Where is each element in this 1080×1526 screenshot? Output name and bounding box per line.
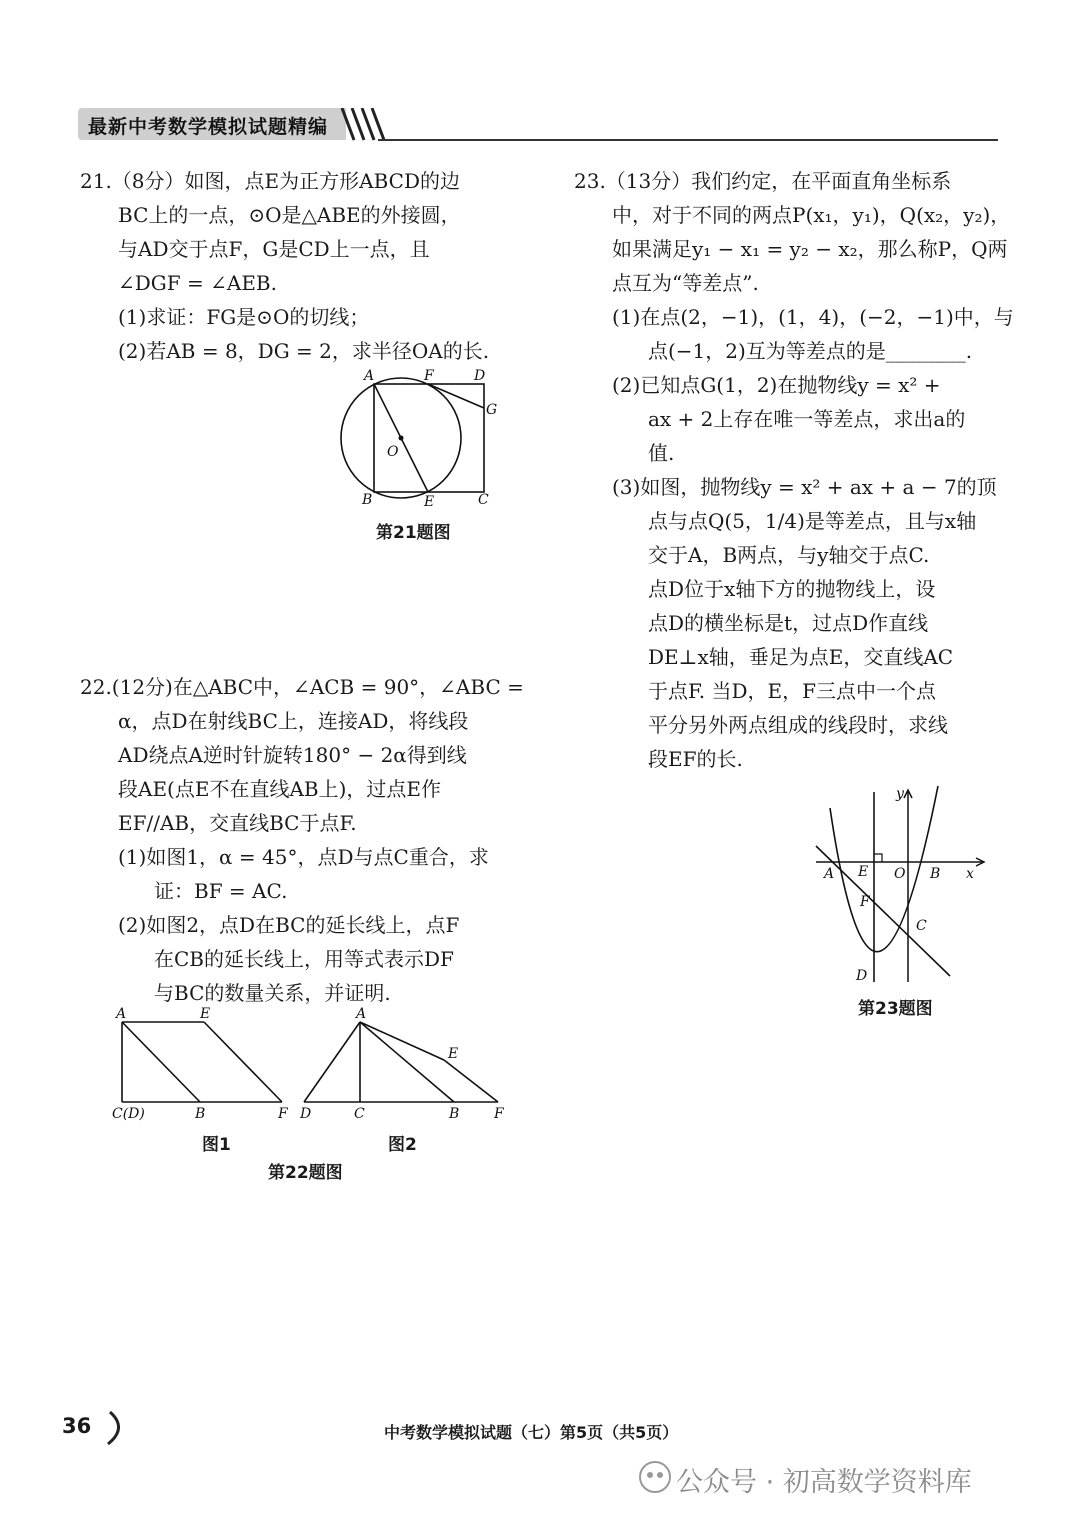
fig1-label-e: E bbox=[200, 1006, 211, 1022]
question-21 bbox=[80, 164, 520, 368]
q23-line: 点D位于x轴下方的抛物线上，设 bbox=[648, 577, 936, 601]
fig1-label-b: B bbox=[195, 1106, 206, 1122]
q23-caption: 第23题图 bbox=[858, 999, 933, 1019]
q21-label-a: A bbox=[364, 368, 375, 384]
q22-line: 与BC的数量关系，并证明. bbox=[154, 981, 391, 1005]
q23-figure bbox=[812, 786, 992, 986]
fig2-label-b: B bbox=[449, 1106, 460, 1122]
q21-label-e: E bbox=[424, 494, 435, 510]
q23-line: 点互为“等差点”. bbox=[612, 271, 759, 295]
header-title: 最新中考数学模拟试题精编 bbox=[88, 116, 329, 138]
q23-label-y: y bbox=[896, 786, 904, 802]
q22-line: (1)如图1，α = 45°，点D与点C重合，求 bbox=[118, 845, 489, 869]
q23-line: (3)如图，抛物线y = x² + ax + a − 7的顶 bbox=[612, 475, 997, 499]
q22-fig2-caption: 图2 bbox=[388, 1135, 417, 1155]
q23-line: 点(−1，2)互为等差点的是________. bbox=[648, 339, 973, 363]
q22-line: (2)如图2，点D在BC的延长线上，点F bbox=[118, 913, 460, 937]
q23-line: DE⊥x轴，垂足为点E，交直线AC bbox=[648, 645, 954, 669]
fig2-label-a: A bbox=[356, 1006, 367, 1022]
q23-label-a: A bbox=[824, 866, 835, 882]
q22-line: α，点D在射线BC上，连接AD，将线段 bbox=[118, 709, 469, 733]
q22-caption: 第22题图 bbox=[268, 1163, 343, 1183]
q21-label-b: B bbox=[362, 492, 373, 508]
fig2-label-f: F bbox=[494, 1106, 504, 1122]
fig2-label-d: D bbox=[300, 1106, 312, 1122]
q23-line: 于点F. 当D，E，F三点中一个点 bbox=[648, 679, 936, 703]
q23-label-f: F bbox=[860, 894, 870, 910]
fig1-label-f: F bbox=[278, 1106, 288, 1122]
wechat-icon bbox=[638, 1460, 672, 1494]
watermark: 公众号 · 初高数学资料库 bbox=[676, 1467, 972, 1498]
q21-line: BC上的一点，⊙O是△ABE的外接圆， bbox=[118, 203, 461, 227]
q21-line: 21.（8分）如图，点E为正方形ABCD的边 bbox=[80, 169, 460, 193]
fig1-label-cd: C(D) bbox=[112, 1106, 145, 1122]
q21-label-o: O bbox=[387, 444, 399, 460]
page-number: 36 bbox=[62, 1414, 92, 1438]
q23-line: 段EF的长. bbox=[648, 747, 743, 771]
q23-label-o: O bbox=[894, 866, 906, 882]
q21-label-g: G bbox=[486, 402, 498, 418]
q23-label-b: B bbox=[930, 866, 941, 882]
q23-label-d: D bbox=[856, 968, 868, 984]
q21-figure bbox=[330, 362, 510, 514]
q21-caption: 第21题图 bbox=[376, 523, 451, 543]
fig2-label-e: E bbox=[448, 1046, 459, 1062]
q22-line: 段AE(点E不在直线AB上)，过点E作 bbox=[118, 777, 441, 801]
q22-line: 在CB的延长线上，用等式表示DF bbox=[154, 947, 454, 971]
q21-label-f: F bbox=[424, 368, 434, 384]
q23-label-x: x bbox=[966, 866, 974, 882]
q21-line: (1)求证：FG是⊙O的切线； bbox=[118, 305, 370, 329]
q23-line: 23.（13分）我们约定，在平面直角坐标系 bbox=[574, 169, 952, 193]
question-23 bbox=[574, 164, 1014, 776]
q23-line: (2)已知点G(1，2)在抛物线y = x² + bbox=[612, 373, 941, 397]
question-22 bbox=[80, 670, 530, 1010]
q22-line: 证：BF = AC. bbox=[154, 879, 288, 903]
q23-label-c: C bbox=[916, 918, 927, 934]
q22-fig1-caption: 图1 bbox=[202, 1135, 231, 1155]
header-stripes bbox=[340, 108, 420, 142]
q23-line: 点D的横坐标是t，过点D作直线 bbox=[648, 611, 929, 635]
fig2-label-c: C bbox=[354, 1106, 365, 1122]
q22-line: 22.(12分)在△ABC中，∠ACB = 90°，∠ABC = bbox=[80, 675, 524, 699]
q22-line: EF//AB，交直线BC于点F. bbox=[118, 811, 357, 835]
q21-label-c: C bbox=[478, 492, 489, 508]
q21-line: 与AD交于点F，G是CD上一点，且 bbox=[118, 237, 430, 261]
q23-line: 平分另外两点组成的线段时，求线 bbox=[648, 713, 948, 737]
header-rule bbox=[378, 139, 998, 141]
q23-label-e: E bbox=[858, 864, 869, 880]
q22-figure-2 bbox=[298, 1004, 512, 1126]
q23-line: 交于A，B两点，与y轴交于点C. bbox=[648, 543, 930, 567]
q21-line: ∠DGF = ∠AEB. bbox=[118, 271, 277, 295]
q21-line: (2)若AB = 8，DG = 2，求半径OA的长. bbox=[118, 339, 490, 363]
q23-line: 如果满足y₁ − x₁ = y₂ − x₂，那么称P，Q两 bbox=[612, 237, 1008, 261]
footer-text: 中考数学模拟试题（七）第5页（共5页） bbox=[384, 1423, 679, 1442]
q22-line: AD绕点A逆时针旋转180° − 2α得到线 bbox=[118, 743, 467, 767]
q23-line: (1)在点(2，−1)，(1，4)，(−2，−1)中，与 bbox=[612, 305, 1014, 329]
q21-label-d: D bbox=[474, 368, 486, 384]
q23-line: 点与点Q(5，1/4)是等差点，且与x轴 bbox=[648, 509, 977, 533]
q23-line: 中，对于不同的两点P(x₁，y₁)，Q(x₂，y₂)， bbox=[612, 203, 1011, 227]
page-header bbox=[78, 108, 998, 142]
q22-figure-1 bbox=[108, 1004, 298, 1126]
q23-line: ax + 2上存在唯一等差点，求出a的 bbox=[648, 407, 966, 431]
q23-line: 值. bbox=[648, 441, 675, 465]
fig1-label-a: A bbox=[116, 1006, 127, 1022]
